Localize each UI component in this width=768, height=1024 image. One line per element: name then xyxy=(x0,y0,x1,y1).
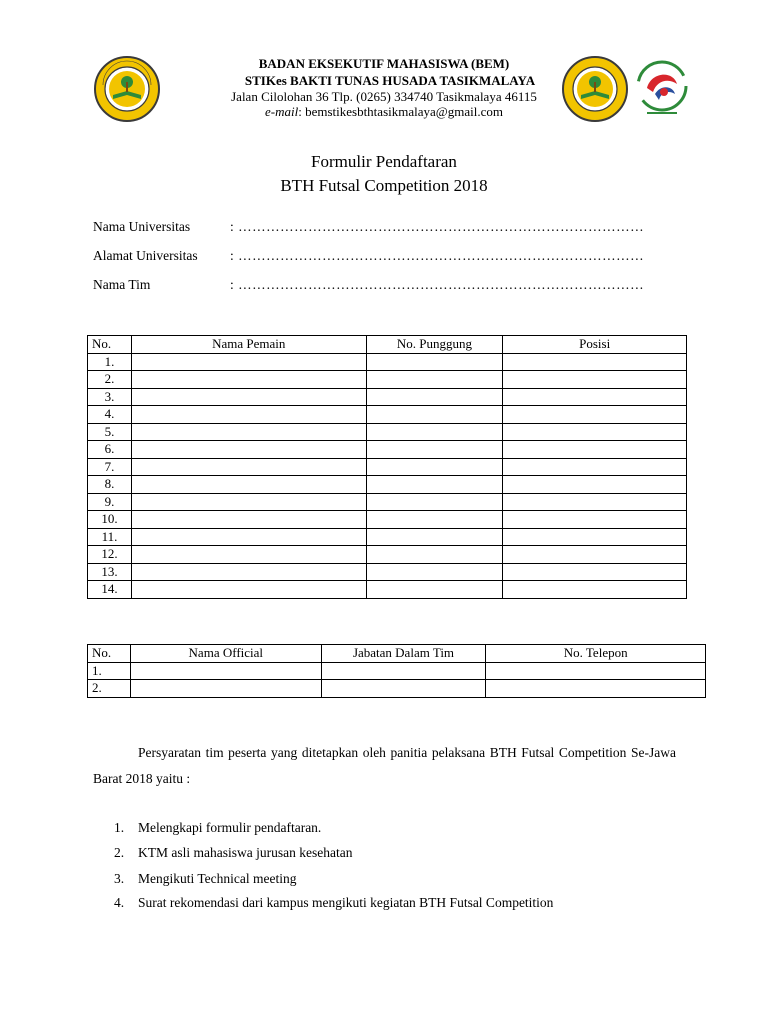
org-name: BADAN EKSEKUTIF MAHASISWA (BEM) xyxy=(258,56,510,71)
email-label: e-mail xyxy=(265,104,299,119)
player-name-cell[interactable] xyxy=(131,476,366,494)
table-row xyxy=(88,388,687,406)
jersey-number-cell[interactable] xyxy=(366,458,503,476)
form-title: Formulir Pendaftaran xyxy=(311,152,457,171)
row-number: 11. xyxy=(88,528,132,546)
col-header-jersey-number: No. Punggung xyxy=(366,336,503,354)
row-number: 8. xyxy=(88,476,132,494)
list-item-number: 3. xyxy=(114,871,125,886)
table-row xyxy=(88,662,706,680)
requirements-intro: Persyaratan tim peserta yang ditetapkan oleh panitia pelaksana BTH Futsal Competition Se-Jawa Barat 2018 yaitu : xyxy=(93,745,676,786)
jersey-number-cell[interactable] xyxy=(366,353,503,371)
officials-table xyxy=(87,644,706,698)
list-item xyxy=(114,871,297,887)
list-item-number: 2. xyxy=(114,845,125,860)
position-cell[interactable] xyxy=(503,528,687,546)
row-number: 13. xyxy=(88,563,132,581)
jersey-number-cell[interactable] xyxy=(366,406,503,424)
institution-name: STIKes BAKTI TUNAS HUSADA TASIKMALAYA xyxy=(244,73,536,88)
player-name-cell[interactable] xyxy=(131,511,366,529)
list-item-text: Surat rekomendasi dari kampus mengikuti kegiatan BTH Futsal Competition xyxy=(138,895,554,910)
player-name-cell[interactable] xyxy=(131,546,366,564)
position-cell[interactable] xyxy=(503,581,687,599)
list-item-text: Melengkapi formulir pendaftaran. xyxy=(138,820,322,835)
jersey-number-cell[interactable] xyxy=(366,423,503,441)
table-row xyxy=(88,528,687,546)
position-cell[interactable] xyxy=(503,441,687,459)
player-name-cell[interactable] xyxy=(131,528,366,546)
email-address: : bemstikesbthtasikmalaya@gmail.com xyxy=(298,104,503,119)
phone-cell[interactable] xyxy=(486,662,706,680)
officials-header-row xyxy=(88,645,706,663)
col-header-team-role: Jabatan Dalam Tim xyxy=(321,645,486,663)
field-label-address: Alamat Universitas xyxy=(93,248,198,263)
player-name-cell[interactable] xyxy=(131,388,366,406)
players-header-row xyxy=(88,336,687,354)
table-row xyxy=(88,441,687,459)
position-cell[interactable] xyxy=(503,493,687,511)
row-number: 9. xyxy=(88,493,132,511)
table-row xyxy=(88,493,687,511)
field-blank-team[interactable]: : …………………………………………………………………………… xyxy=(230,277,645,292)
row-number: 5. xyxy=(88,423,132,441)
table-row xyxy=(88,423,687,441)
position-cell[interactable] xyxy=(503,423,687,441)
position-cell[interactable] xyxy=(503,371,687,389)
list-item xyxy=(114,820,321,836)
row-number: 12. xyxy=(88,546,132,564)
jersey-number-cell[interactable] xyxy=(366,528,503,546)
col-header-no: No. xyxy=(88,645,131,663)
jersey-number-cell[interactable] xyxy=(366,441,503,459)
official-name-cell[interactable] xyxy=(130,680,321,698)
row-number: 1. xyxy=(88,353,132,371)
table-row xyxy=(88,581,687,599)
player-name-cell[interactable] xyxy=(131,458,366,476)
jersey-number-cell[interactable] xyxy=(366,511,503,529)
player-name-cell[interactable] xyxy=(131,371,366,389)
player-name-cell[interactable] xyxy=(131,563,366,581)
row-number: 3. xyxy=(88,388,132,406)
jersey-number-cell[interactable] xyxy=(366,581,503,599)
form-subtitle: BTH Futsal Competition 2018 xyxy=(280,176,488,195)
list-item-number: 1. xyxy=(114,820,125,835)
position-cell[interactable] xyxy=(503,406,687,424)
list-item-text: Mengikuti Technical meeting xyxy=(138,871,297,886)
players-table xyxy=(87,335,687,599)
row-number: 2. xyxy=(88,680,131,698)
player-name-cell[interactable] xyxy=(131,353,366,371)
position-cell[interactable] xyxy=(503,353,687,371)
position-cell[interactable] xyxy=(503,511,687,529)
table-row xyxy=(88,511,687,529)
table-row xyxy=(88,546,687,564)
list-item xyxy=(114,895,553,911)
jersey-number-cell[interactable] xyxy=(366,546,503,564)
position-cell[interactable] xyxy=(503,563,687,581)
team-role-cell[interactable] xyxy=(321,680,486,698)
position-cell[interactable] xyxy=(503,546,687,564)
official-name-cell[interactable] xyxy=(130,662,321,680)
list-item-number: 4. xyxy=(114,895,125,910)
player-name-cell[interactable] xyxy=(131,581,366,599)
table-row xyxy=(88,371,687,389)
table-row xyxy=(88,476,687,494)
table-row xyxy=(88,680,706,698)
col-header-phone: No. Telepon xyxy=(486,645,706,663)
table-row xyxy=(88,563,687,581)
phone-cell[interactable] xyxy=(486,680,706,698)
row-number: 2. xyxy=(88,371,132,389)
col-header-official-name: Nama Official xyxy=(130,645,321,663)
address-line: Jalan Cilolohan 36 Tlp. (0265) 334740 Tasikmalaya 46115 xyxy=(231,89,537,104)
field-label-university: Nama Universitas xyxy=(93,219,191,234)
player-name-cell[interactable] xyxy=(131,406,366,424)
row-number: 1. xyxy=(88,662,131,680)
position-cell[interactable] xyxy=(503,476,687,494)
col-header-no: No. xyxy=(88,336,132,354)
player-name-cell[interactable] xyxy=(131,423,366,441)
list-item xyxy=(114,845,352,861)
jersey-number-cell[interactable] xyxy=(366,493,503,511)
list-item-text: KTM asli mahasiswa jurusan kesehatan xyxy=(138,845,353,860)
position-cell[interactable] xyxy=(503,388,687,406)
email-line xyxy=(0,104,768,120)
player-name-cell[interactable] xyxy=(131,441,366,459)
jersey-number-cell[interactable] xyxy=(366,563,503,581)
col-header-position: Posisi xyxy=(503,336,687,354)
row-number: 6. xyxy=(88,441,132,459)
jersey-number-cell[interactable] xyxy=(366,371,503,389)
table-row xyxy=(88,458,687,476)
field-label-team: Nama Tim xyxy=(93,277,151,292)
position-cell[interactable] xyxy=(503,458,687,476)
field-blank-university[interactable]: : …………………………………………………………………………… xyxy=(230,219,645,234)
row-number: 14. xyxy=(88,581,132,599)
player-name-cell[interactable] xyxy=(131,493,366,511)
team-role-cell[interactable] xyxy=(321,662,486,680)
row-number: 4. xyxy=(88,406,132,424)
jersey-number-cell[interactable] xyxy=(366,388,503,406)
field-blank-address[interactable]: : …………………………………………………………………………… xyxy=(230,248,645,263)
row-number: 7. xyxy=(88,458,132,476)
col-header-player-name: Nama Pemain xyxy=(131,336,366,354)
table-row xyxy=(88,406,687,424)
row-number: 10. xyxy=(88,511,132,529)
table-row xyxy=(88,353,687,371)
jersey-number-cell[interactable] xyxy=(366,476,503,494)
